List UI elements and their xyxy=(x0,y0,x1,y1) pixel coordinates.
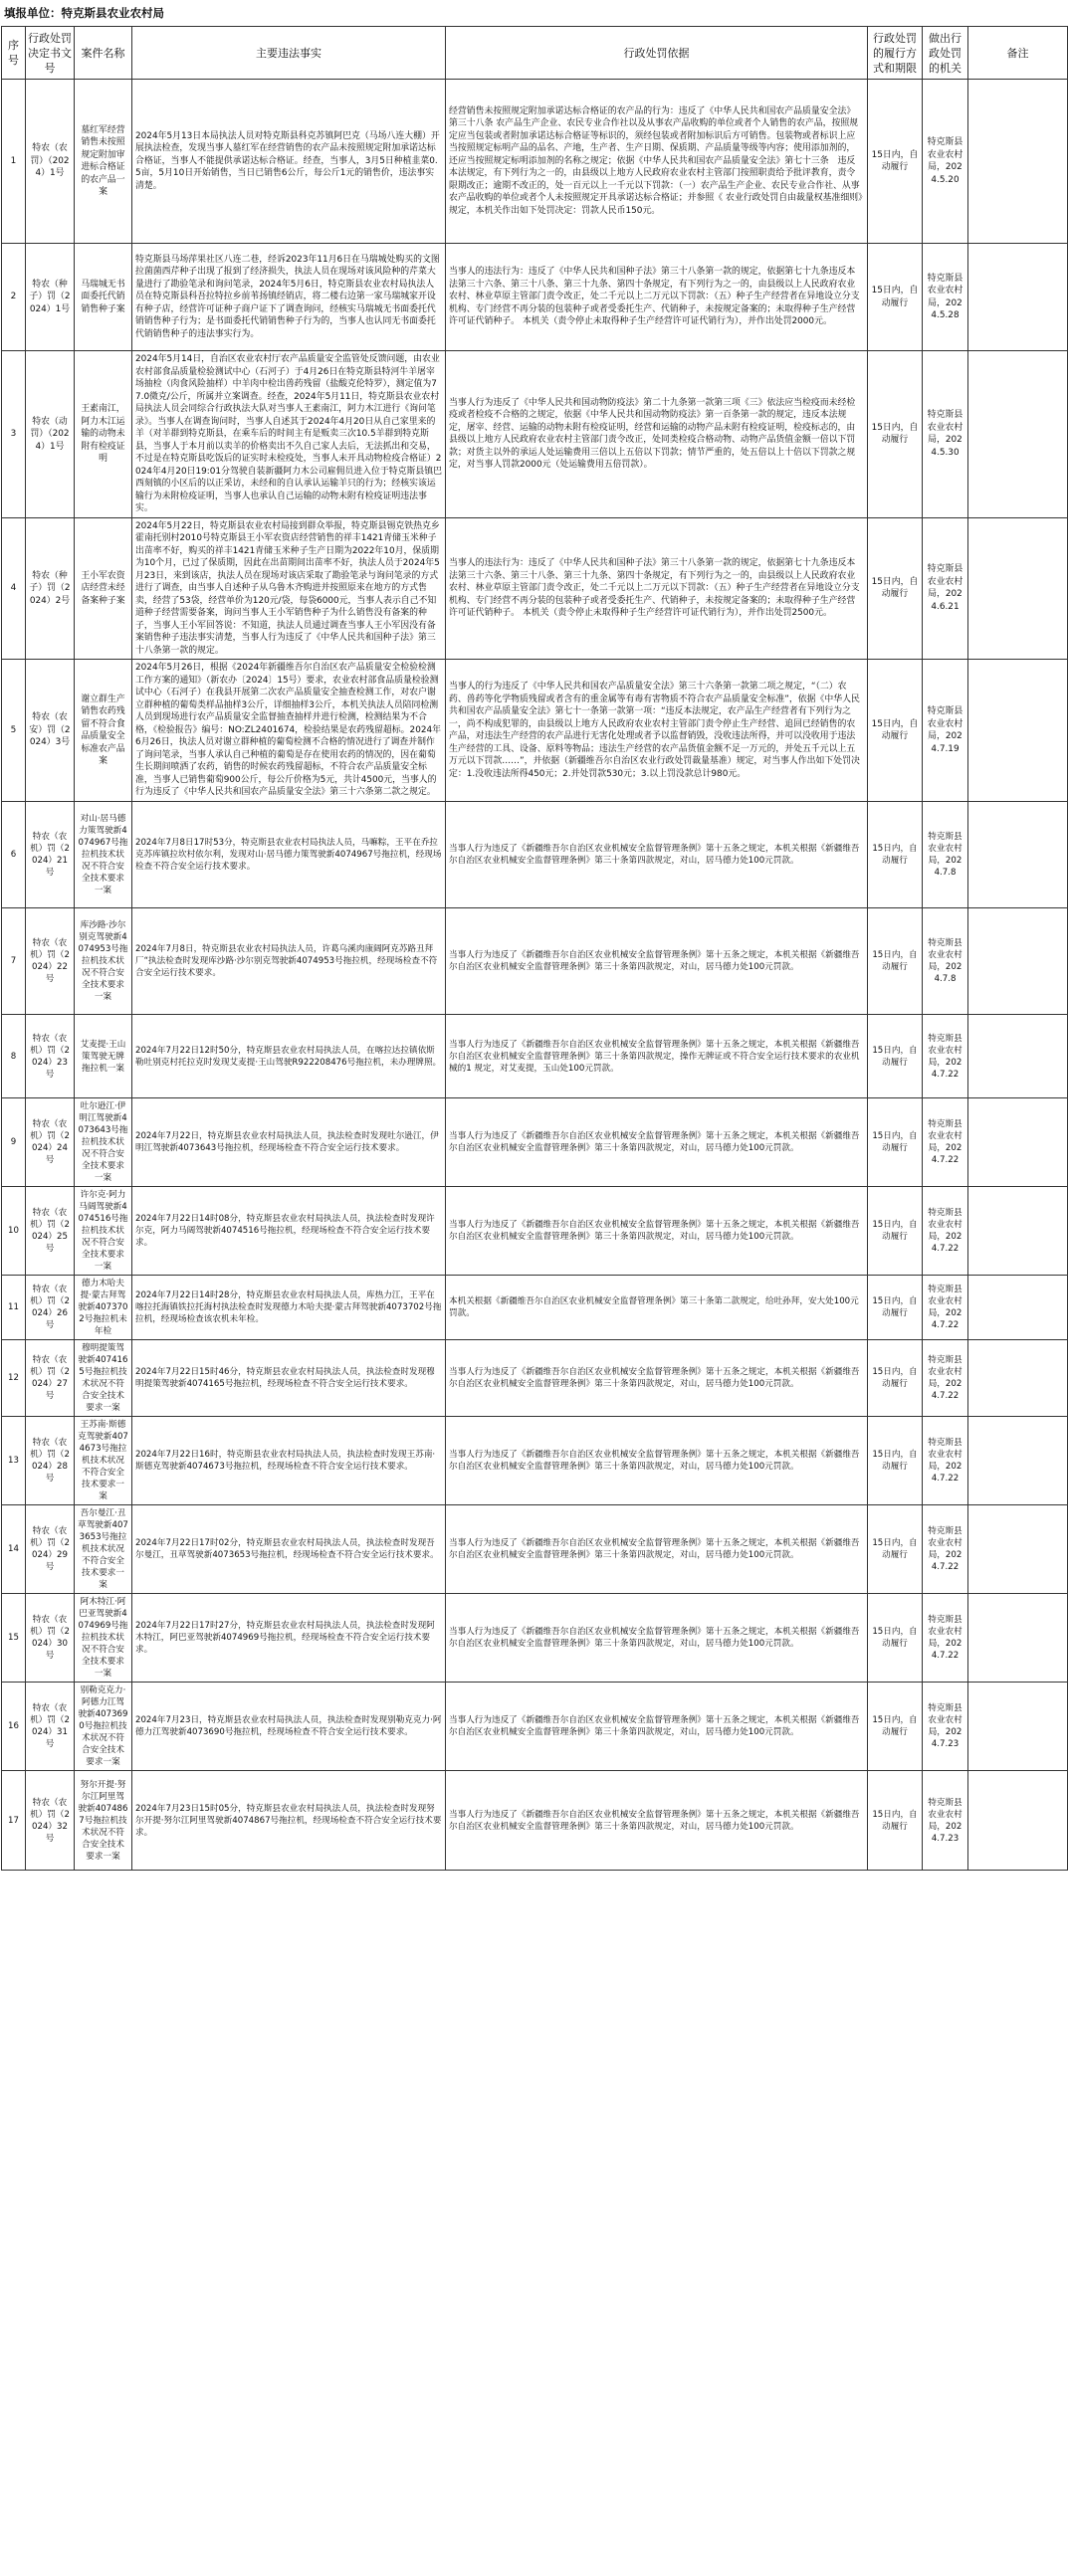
cell-doc-number: 特农（农安）罚（2024）3号 xyxy=(26,660,75,802)
cell-penalty-basis: 当事人行为违反了《新疆维吾尔自治区农业机械安全监督管理条例》第十五条之规定，本机关根据《新疆维吾尔自治区农业机械安全监督管理条例》第三十条第四款规定，对山，居马德力处100元罚款。 xyxy=(446,1683,868,1771)
cell-note xyxy=(968,1187,1068,1276)
cell-penalty-basis: 当事人行为违反了《新疆维吾尔自治区农业机械安全监督管理条例》第十五条之规定，本机关根据《新疆维吾尔自治区农业机械安全监督管理条例》第三十条第四款规定，对山，居马德力处100元罚款。 xyxy=(446,908,868,1015)
cell-fulfillment: 15日内，自动履行 xyxy=(868,1276,923,1340)
cell-authority: 特克斯县农业农村局，2024.5.20 xyxy=(923,80,968,244)
cell-doc-number: 特农（农机）罚（2024）25号 xyxy=(26,1187,75,1276)
cell-penalty-basis: 当事人行为违反了《中华人民共和国动物防疫法》第二十九条第一款第三项《三》依法应当检疫而未经检疫或者检疫不合格的之规定，依据《中华人民共和国动物防疫法》第一百条第一款的规定，违反本法规定，屠宰、经营、运输的动物未附有检疫证明，经营和运输的动物产品未附有检疫证明，检疫标志的，由县级以上地方人民政府农业农村主管部门责令改正，处同类检疫合格动物、动物产品货值金额一倍以下罚款；对货主以外的承运人处运输费用三倍以上五倍以下罚款；情节严重的，处五倍以上十倍以下罚款之规定，对当事人罚款2000元（处运输费用五倍罚款）。 xyxy=(446,351,868,518)
cell-doc-number: 特农（农机）罚（2024）22号 xyxy=(26,908,75,1015)
cell-fulfillment: 15日内，自动履行 xyxy=(868,660,923,802)
cell-authority: 特克斯县农业农村局，2024.7.23 xyxy=(923,1683,968,1771)
table-row xyxy=(2,80,1068,244)
cell-case-name: 谢立群生产销售农药残留不符合食品质量安全标准农产品案 xyxy=(75,660,132,802)
cell-note xyxy=(968,1505,1068,1594)
cell-penalty-basis: 当事人的违法行为：违反了《中华人民共和国种子法》第三十八条第一款的规定，依据第七十九条违反本法第三十六条、第三十八条、第三十九条、第四十条规定，有下列行为之一的，由县级以上人民政府农业农村、林业草原主管部门责令改正，处二千元以上二万元以下罚款：（五）种子生产经营者在异地设立分支机构、专门经营不再分装的包装种子或者受委托生产、代销种子，未按规定备案的；未取得种子生产经营许可证代销种子。 本机关（责令停止未取得种子生产经营许可证代销行为），并作出处罚2500元。 xyxy=(446,517,868,660)
cell-note xyxy=(968,660,1068,802)
cell-authority: 特克斯县农业农村局，2024.7.22 xyxy=(923,1417,968,1505)
cell-penalty-basis: 当事人行为违反了《新疆维吾尔自治区农业机械安全监督管理条例》第十五条之规定，本机关根据《新疆维吾尔自治区农业机械安全监督管理条例》第三十条第四款规定，对山，居马德力处100元罚款。 xyxy=(446,1505,868,1594)
cell-violation-fact: 2024年7月23日15时05分，特克斯县农业农村局执法人员，执法检查时发现努尔开提·努尔江阿里驾驶新4074867号拖拉机，经现场检查不符合安全运行技术要求。 xyxy=(132,1771,446,1871)
cell-no: 3 xyxy=(2,351,26,518)
cell-authority: 特克斯县农业农村局，2024.7.22 xyxy=(923,1098,968,1187)
cell-penalty-basis: 当事人行为违反了《新疆维吾尔自治区农业机械安全监督管理条例》第十五条之规定，本机关根据《新疆维吾尔自治区农业机械安全监督管理条例》第三十条第四款规定，对山，居马德力处100元罚款。 xyxy=(446,1340,868,1417)
cell-authority: 特克斯县农业农村局，2024.6.21 xyxy=(923,517,968,660)
cell-doc-number: 特农（种子）罚（2024）1号 xyxy=(26,244,75,351)
cell-note xyxy=(968,1683,1068,1771)
header-row xyxy=(2,27,1068,80)
cell-note xyxy=(968,1340,1068,1417)
cell-no: 1 xyxy=(2,80,26,244)
cell-case-name: 吾尔曼江·丑草驾驶新4073653号拖拉机技术状况不符合安全技术要求一案 xyxy=(75,1505,132,1594)
cell-case-name: 别勒克克力·阿德力江驾驶新4073690号拖拉机技术状况不符合安全技术要求一案 xyxy=(75,1683,132,1771)
cell-note xyxy=(968,1098,1068,1187)
cell-authority: 特克斯县农业农村局，2024.7.22 xyxy=(923,1594,968,1683)
cell-doc-number: 特农（农机）罚（2024）28号 xyxy=(26,1417,75,1505)
cell-case-name: 吐尔逊江·伊明江驾驶新4073643号拖拉机技术状况不符合安全技术要求一案 xyxy=(75,1098,132,1187)
cell-note xyxy=(968,1594,1068,1683)
filler-unit: 填报单位：特克斯县农业农村局 xyxy=(4,6,164,20)
penalty-table xyxy=(1,26,1068,1871)
cell-violation-fact: 2024年5月22日，特克斯县农业农村局接到群众举报，特克斯县锡克铁热克乡霍南托别村2010号特克斯县王小军农资店经营销售的祥丰1421青储玉米种子出苗率不好，购买的祥丰1421青储玉米种子生产日期为2022年10月，保质期为10个月，已过了保质期，因此在出苗期间出苗率不好，执法人员于2024年5月23日，来到该店，执法人员在现场对该店采取了勘验笔录与询问笔录的方式进行了调查，由当事人自述种子从乌鲁木齐购进并按照原来在地方的方式售卖，经营了53袋，经营单价为120元/袋，每袋6000元，当事人表示自己不知道种子经营需要备案，询问当事人王小军销售种子为什么销售没有备案的种子，当事人王小军回答说：不知道，执法人员通过调查当事人王小军因没有备案销售种子违法事实清楚，当事人行为违反了《中华人民共和国种子法》第三十八条第一款的规定。 xyxy=(132,517,446,660)
cell-authority: 特克斯县农业农村局，2024.5.28 xyxy=(923,244,968,351)
cell-note xyxy=(968,1015,1068,1098)
cell-fulfillment: 15日内，自动履行 xyxy=(868,244,923,351)
cell-penalty-basis: 本机关根据《新疆维吾尔自治区农业机械安全监督管理条例》第三十条第二款规定，给吐孙拜，安大处100元罚款。 xyxy=(446,1276,868,1340)
cell-violation-fact: 2024年7月22日12时50分，特克斯县农业农村局执法人员，在喀拉达拉镇依斯勒吐别克村托拉克时发现艾麦提·王山驾驶R922208476号拖拉机，未办理牌照。 xyxy=(132,1015,446,1098)
cell-violation-fact: 2024年5月13日本局执法人员对特克斯县科克苏镇阿巴克（马场八连大棚）开展执法检查，发现当事人墓红军在经营销售的农产品未按照规定附加承诺达标合格证，当事人不能提供承诺达标合格证。经查，当事人，3月5日种植韭菜0.5亩，5月10日开始销售，当日已销售6公斤，每公斤1元的销售价，违法事实清楚。 xyxy=(132,80,446,244)
cell-violation-fact: 2024年7月22日15时46分，特克斯县农业农村局执法人员，执法检查时发现穆明提策驾驶新4074165号拖拉机，经现场检查不符合安全运行技术要求。 xyxy=(132,1340,446,1417)
table-row xyxy=(2,351,1068,518)
cell-violation-fact: 特克斯县马场萍果社区八连二巷，经诉2023年11月6日在马瑞城处购买的文图拉菌菌西芹种子出现了报到了经济损失，执法人员在现场对该风险种的芹菜大量进行了勘验笔录和询问笔录，2024年5月6日，特克斯县农业农村局执法人员在特克斯县科吾拉特拉乡前苇扬镇经销店，将二楼右边第一家马瑞城家开设有种子店，经营许可证种子商户证下了调查询问，经核实马瑞城无书面委托代销销售种子行为；是书面委托代销销售种子行为的，当事人也认同无书面委托代销销售种子的违法事实行为。 xyxy=(132,244,446,351)
cell-no: 13 xyxy=(2,1417,26,1505)
cell-no: 10 xyxy=(2,1187,26,1276)
table-row xyxy=(2,244,1068,351)
table-row xyxy=(2,1098,1068,1187)
table-row xyxy=(2,802,1068,908)
cell-no: 8 xyxy=(2,1015,26,1098)
table-row xyxy=(2,660,1068,802)
cell-note xyxy=(968,802,1068,908)
table-row xyxy=(2,1340,1068,1417)
cell-no: 15 xyxy=(2,1594,26,1683)
cell-penalty-basis: 当事人的违法行为：违反了《中华人民共和国种子法》第三十八条第一款的规定，依据第七十九条违反本法第三十六条、第三十八条、第三十九条、第四十条规定，有下列行为之一的，由县级以上人民政府农业农村、林业草原主管部门责令改正，处二千元以上二万元以下罚款：（五）种子生产经营者在异地设立分支机构、专门经营不再分装的包装种子或者受委托生产、代销种子，未按规定备案的；未取得种子生产经营许可证代销种子。 本机关（责令停止未取得种子生产经营许可证代销行为），并作出处罚2000元。 xyxy=(446,244,868,351)
cell-note xyxy=(968,351,1068,518)
cell-fulfillment: 15日内，自动履行 xyxy=(868,1340,923,1417)
cell-case-name: 王苏南·斯德克驾驶新4074673号拖拉机技术状况不符合安全技术要求一案 xyxy=(75,1417,132,1505)
cell-fulfillment: 15日内，自动履行 xyxy=(868,517,923,660)
cell-doc-number: 特农（农机）罚（2024）23号 xyxy=(26,1015,75,1098)
cell-no: 12 xyxy=(2,1340,26,1417)
cell-case-name: 库沙路·沙尔别克驾驶新4074953号拖拉机技术状况不符合安全技术要求一案 xyxy=(75,908,132,1015)
header-mode: 行政处罚的履行方式和期限 xyxy=(868,27,923,80)
cell-case-name: 努尔开提·努尔江阿里驾驶新4074867号拖拉机技术状况不符合安全技术要求一案 xyxy=(75,1771,132,1871)
cell-case-name: 王素南江，阿力木江运输的动物未附有检疫证明 xyxy=(75,351,132,518)
cell-case-name: 阿木特江·阿巴亚驾驶新4074969号拖拉机技术状况不符合安全技术要求一案 xyxy=(75,1594,132,1683)
cell-no: 4 xyxy=(2,517,26,660)
cell-violation-fact: 2024年7月8日17时53分，特克斯县农业农村局执法人员，马嘛粽，王平在乔拉克苏库镇拉坎村依尔利，发现对山·居马德力策驾驶新4074967号拖拉机，经现场检查不符合安全运行技术要求。 xyxy=(132,802,446,908)
table-row xyxy=(2,1276,1068,1340)
table-row xyxy=(2,1771,1068,1871)
cell-authority: 特克斯县农业农村局，2024.7.19 xyxy=(923,660,968,802)
table-row xyxy=(2,1683,1068,1771)
cell-authority: 特克斯县农业农村局，2024.5.30 xyxy=(923,351,968,518)
cell-fulfillment: 15日内，自动履行 xyxy=(868,1417,923,1505)
cell-no: 17 xyxy=(2,1771,26,1871)
table-row xyxy=(2,1594,1068,1683)
table-row xyxy=(2,1505,1068,1594)
header-org: 做出行政处罚的机关 xyxy=(923,27,968,80)
cell-doc-number: 特农（农机）罚（2024）31号 xyxy=(26,1683,75,1771)
cell-case-name: 许尔克·阿力马阔驾驶新4074516号拖拉机技术状况不符合安全技术要求一案 xyxy=(75,1187,132,1276)
cell-violation-fact: 2024年7月8日，特克斯县农业农村局执法人员，许葛乌溪肉康阔阿克苏路丑拜厂“执法检查时发现库沙路·沙尔别克驾驶新4074953号拖拉机，经现场检查不符合安全运行技术要求。 xyxy=(132,908,446,1015)
cell-violation-fact: 2024年7月22日16时，特克斯县农业农村局执法人员，执法检查时发现王苏南·斯德克驾驶新4074673号拖拉机，经现场检查不符合安全运行技术要求。 xyxy=(132,1417,446,1505)
cell-penalty-basis: 经营销售未按照规定附加承诺达标合格证的农产品的行为：违反了《中华人民共和国农产品质量安全法》第三十八条 农产品生产企业、农民专业合作社以及从事农产品收购的单位或者个人销售的农产品，按照规定应当包装或者附加承诺达标合格证等标识的，须经包装或者附加标识后方可销售。包装物或者标识上应当按照规定标明产品的品名、产地，生产者、生产日期、保质期、产品质量等级等内容；使用添加剂的，还应当按照规定标明添加剂的名称之规定；依据《中华人民共和国农产品质量安全法》第七十三条 违反本法规定，有下列行为之一的，由县级以上地方人民政府农业农村主管部门按照职责给予批评教育，责令限期改正；逾期不改正的，处一百元以上一千元以下罚款：（一）农产品生产企业、农民专业合作社、从事农产品收购的单位或者个人未按照规定开具承诺达标合格证；并参照《 农业行政处罚自由裁量权基准细则》规定，本机关作出如下处罚决定：罚款人民币150元。 xyxy=(446,80,868,244)
cell-doc-number: 特农（农机）罚（2024）30号 xyxy=(26,1594,75,1683)
cell-penalty-basis: 当事人行为违反了《新疆维吾尔自治区农业机械安全监督管理条例》第十五条之规定，本机关根据《新疆维吾尔自治区农业机械安全监督管理条例》第三十条第四款规定，对山，居马德力处100元罚款。 xyxy=(446,1771,868,1871)
cell-penalty-basis: 当事人行为违反了《新疆维吾尔自治区农业机械安全监督管理条例》第十五条之规定，本机关根据《新疆维吾尔自治区农业机械安全监督管理条例》第三十条第四款规定，对山，居马德力处100元罚款。 xyxy=(446,1098,868,1187)
cell-doc-number: 特农（动罚）（2024）1号 xyxy=(26,351,75,518)
table-row xyxy=(2,1417,1068,1505)
header-note: 备注 xyxy=(968,27,1068,80)
cell-case-name: 墓红军经营销售未按照规定附加审进标合格证的农产品一案 xyxy=(75,80,132,244)
cell-note xyxy=(968,517,1068,660)
cell-doc-number: 特农（农机）罚（2024）29号 xyxy=(26,1505,75,1594)
cell-fulfillment: 15日内，自动履行 xyxy=(868,1098,923,1187)
cell-violation-fact: 2024年7月23日，特克斯县农业农村局执法人员，执法检查时发现别勒克克力·阿德力江驾驶新4073690号拖拉机，经现场检查不符合安全运行技术要求。 xyxy=(132,1683,446,1771)
cell-case-name: 穆明提策驾驶新4074165号拖拉机技术状况不符合安全技术要求一案 xyxy=(75,1340,132,1417)
cell-doc-number: 特农（农机）罚（2024）27号 xyxy=(26,1340,75,1417)
cell-case-name: 德力木哈夫提·蒙古拜驾驶新4073702号拖拉机未年检 xyxy=(75,1276,132,1340)
cell-authority: 特克斯县农业农村局，2024.7.22 xyxy=(923,1187,968,1276)
cell-no: 5 xyxy=(2,660,26,802)
cell-case-name: 艾麦提·王山策驾驶无牌拖拉机一案 xyxy=(75,1015,132,1098)
cell-doc-number: 特农（农罚）（2024）1号 xyxy=(26,80,75,244)
cell-violation-fact: 2024年7月22日14时08分，特克斯县农业农村局执法人员，执法检查时发现许尔克，阿力马阔驾驶新4074516号拖拉机，经现场检查不符合安全运行技术要求。 xyxy=(132,1187,446,1276)
cell-fulfillment: 15日内，自动履行 xyxy=(868,1594,923,1683)
cell-fulfillment: 15日内，自动履行 xyxy=(868,908,923,1015)
cell-doc-number: 特农（农机）罚（2024）26号 xyxy=(26,1276,75,1340)
header-doc: 行政处罚决定书文号 xyxy=(26,27,75,80)
cell-authority: 特克斯县农业农村局，2024.7.8 xyxy=(923,802,968,908)
table-row xyxy=(2,908,1068,1015)
cell-penalty-basis: 当事人行为违反了《新疆维吾尔自治区农业机械安全监督管理条例》第十五条之规定，本机关根据《新疆维吾尔自治区农业机械安全监督管理条例》第三十条第四款规定，对山，居马德力处100元罚款。 xyxy=(446,1187,868,1276)
cell-authority: 特克斯县农业农村局，2024.7.22 xyxy=(923,1505,968,1594)
cell-fulfillment: 15日内，自动履行 xyxy=(868,351,923,518)
cell-no: 9 xyxy=(2,1098,26,1187)
cell-fulfillment: 15日内，自动履行 xyxy=(868,80,923,244)
cell-authority: 特克斯县农业农村局，2024.7.8 xyxy=(923,908,968,1015)
cell-authority: 特克斯县农业农村局，2024.7.23 xyxy=(923,1771,968,1871)
cell-violation-fact: 2024年5月14日，自治区农业农村厅农产品质量安全监管处反馈问题，由农业农村部食品质量检验测试中心（石河子）于4月26日在特克斯县特河牛羊屠宰场抽检（肉食风险抽样）中羊肉中检出兽药残留（盐酸克伦特罗），测定值为77.0微克/公斤，所属并立案调查。经查，2024年5月11日，特克斯县农业农村局执法人员会同综合行政执法大队对当事人王素南江，阿力木江进行《询问笔录》。当事人在调查询问时，当事人自述其于2024年4月20日从自己家里来的羊（对羊群到特克斯县，在乘车后的时间主有是贩卖三次10.5羊群到特克斯县，当事人于本月前以卖羊的价格卖出不久自己家人去后，无法抓出和交易，不过是在特克斯县吃饭后的证实时未检疫处，当事人未开具动物检疫合格证）2024年4月20日19:01分驾驶自装新疆阿力木公司雇佣员进入位于特克斯县镇巴西刻镇的小区后的以正采访，未经和的自认承认运输羊只的行为；经核实该运输行为未附检疫证明，当事人也承认自己运输的动物未附有检疫证明违法事实。 xyxy=(132,351,446,518)
cell-note xyxy=(968,1276,1068,1340)
cell-note xyxy=(968,244,1068,351)
table-row xyxy=(2,517,1068,660)
cell-doc-number: 特农（农机）罚（2024）21号 xyxy=(26,802,75,908)
cell-violation-fact: 2024年7月22日17时02分，特克斯县农业农村局执法人员，执法检查时发现吾尔曼江，丑草驾驶新4073653号拖拉机，经现场检查不符合安全运行技术要求。 xyxy=(132,1505,446,1594)
cell-fulfillment: 15日内，自动履行 xyxy=(868,1683,923,1771)
cell-penalty-basis: 当事人行为违反了《新疆维吾尔自治区农业机械安全监督管理条例》第十五条之规定，本机关根据《新疆维吾尔自治区农业机械安全监督管理条例》第三十条第四款规定，对山，居马德力处100元罚款。 xyxy=(446,1417,868,1505)
cell-violation-fact: 2024年7月22日14时28分，特克斯县农业农村局执法人员，库热力江，王平在喀拉托海镇铁拉托海村执法检查时发现德力木哈夫提·蒙古拜驾驶新4073702号拖拉机，经现场检查该农机未年检。 xyxy=(132,1276,446,1340)
cell-violation-fact: 2024年7月22日17时27分，特克斯县农业农村局执法人员，执法检查时发现阿木特江，阿巴亚驾驶新4074969号拖拉机，经现场检查不符合安全运行技术要求。 xyxy=(132,1594,446,1683)
cell-no: 2 xyxy=(2,244,26,351)
cell-doc-number: 特农（种子）罚（2024）2号 xyxy=(26,517,75,660)
cell-fulfillment: 15日内，自动履行 xyxy=(868,1771,923,1871)
cell-violation-fact: 2024年5月26日，根据《2024年新疆维吾尔自治区农产品质量安全检验检测工作方案的通知》（新农办〔2024〕15号）要求，农业农村部食品质量检验测试中心（石河子）在我县开展第二次农产品质量安全抽查检测工作，对农户谢立群种植的葡萄类样品抽样3公斤，详细抽样3公斤，本机关执法人员陪同检测人员到现场进行农产品质量安全监督抽查抽样并进行检测，检测结果为不合格，《检验报告》编号：NO:ZL2401674，检验结果是农药残留超标。2024年6月26日，执法人员对谢立群种植的葡萄检测不合格的情况进行了调查并制作了询问笔录，当事人承认自己种植的葡萄是存在使用农药的情况的，因在葡萄生长期间喷洒了农药，销售的时候农药残留超标，不符合农产品质量安全标准，当事人已销售葡萄900公斤，每公斤价格为5元，共计4500元，当事人的行为违反了《中华人民共和国农产品质量安全法》第三十六条第二款之规定。 xyxy=(132,660,446,802)
table-row xyxy=(2,1015,1068,1098)
cell-doc-number: 特农（农机）罚（2024）24号 xyxy=(26,1098,75,1187)
cell-case-name: 马瑞城无书面委托代销销售种子案 xyxy=(75,244,132,351)
cell-note xyxy=(968,80,1068,244)
cell-case-name: 王小军农资店经营未经备案种子案 xyxy=(75,517,132,660)
cell-penalty-basis: 当事人行为违反了《新疆维吾尔自治区农业机械安全监督管理条例》第十五条之规定，本机关根据《新疆维吾尔自治区农业机械安全监督管理条例》第三十条第四款规定，对山，居马德力处100元罚款。 xyxy=(446,1594,868,1683)
cell-authority: 特克斯县农业农村局，2024.7.22 xyxy=(923,1340,968,1417)
cell-penalty-basis: 当事人的行为违反了《中华人民共和国农产品质量安全法》第三十六条第一款第二项之规定，“（二）农药、兽药等化学物质残留或者含有的重金属等有毒有害物质不符合农产品质量安全标准”，依据《中华人民共和国农产品质量安全法》第七十一条第一款第一项：“违反本法规定，农产品生产经营者有下列行为之一，尚不构成犯罪的，由县级以上地方人民政府农业农村主管部门责令停止生产经营、追回已经销售的农产品，对违法生产经营的农产品进行无害化处理或者予以监督销毁，没收违法所得，并可以没收用于违法生产经营的工具、设备、原料等物品；违法生产经营的农产品货值金额不足一万元的，并处五千元以上五万元以下罚款……”，并依据（新疆维吾尔自治区农业行政处罚裁量基准）规定，对当事人作出如下处罚决定：1.没收违法所得450元；2.并处罚款530元；3.以上罚没款总计980元。 xyxy=(446,660,868,802)
table-row xyxy=(2,1187,1068,1276)
cell-penalty-basis: 当事人行为违反了《新疆维吾尔自治区农业机械安全监督管理条例》第十五条之规定，本机关根据《新疆维吾尔自治区农业机械安全监督管理条例》第三十条第四款规定，对山，居马德力处100元罚款。 xyxy=(446,802,868,908)
cell-penalty-basis: 当事人行为违反了《新疆维吾尔自治区农业机械安全监督管理条例》第十五条之规定，本机关根据《新疆维吾尔自治区农业机械安全监督管理条例》第三十条第四款规定，操作无牌证或不符合安全运行技术要求的农业机械的1 规定，对艾麦提，玉山处100元罚款。 xyxy=(446,1015,868,1098)
header-basis: 行政处罚依据 xyxy=(446,27,868,80)
cell-fulfillment: 15日内，自动履行 xyxy=(868,1505,923,1594)
header-no: 序号 xyxy=(2,27,26,80)
cell-note xyxy=(968,1771,1068,1871)
cell-no: 16 xyxy=(2,1683,26,1771)
header-fact: 主要违法事实 xyxy=(132,27,446,80)
cell-no: 6 xyxy=(2,802,26,908)
cell-no: 14 xyxy=(2,1505,26,1594)
cell-note xyxy=(968,1417,1068,1505)
cell-no: 7 xyxy=(2,908,26,1015)
cell-fulfillment: 15日内，自动履行 xyxy=(868,802,923,908)
cell-note xyxy=(968,908,1068,1015)
cell-fulfillment: 15日内，自动履行 xyxy=(868,1187,923,1276)
cell-doc-number: 特农（农机）罚（2024）32号 xyxy=(26,1771,75,1871)
cell-authority: 特克斯县农业农村局，2024.7.22 xyxy=(923,1015,968,1098)
cell-fulfillment: 15日内，自动履行 xyxy=(868,1015,923,1098)
header-case: 案件名称 xyxy=(75,27,132,80)
cell-authority: 特克斯县农业农村局，2024.7.22 xyxy=(923,1276,968,1340)
cell-case-name: 对山·居马德力策驾驶新4074967号拖拉机技术状况不符合安全技术要求一案 xyxy=(75,802,132,908)
cell-violation-fact: 2024年7月22日，特克斯县农业农村局执法人员，执法检查时发现吐尔逊江，伊明江驾驶新4073643号拖拉机，经现场检查不符合安全运行技术要求。 xyxy=(132,1098,446,1187)
cell-no: 11 xyxy=(2,1276,26,1340)
